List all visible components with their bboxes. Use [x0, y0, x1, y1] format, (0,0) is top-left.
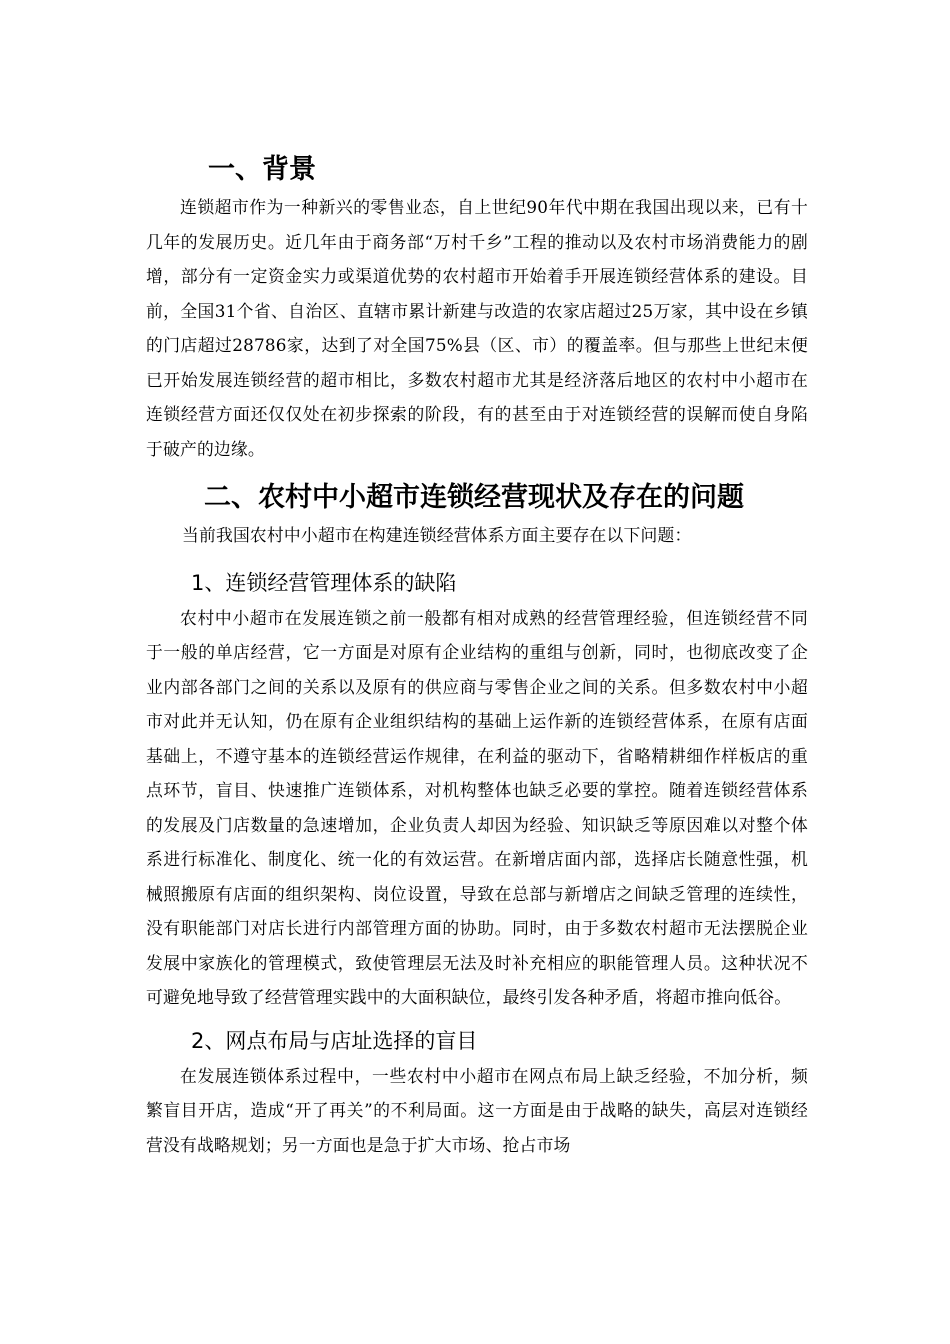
site-selection-paragraph: 在发展连锁体系过程中，一些农村中小超市在网点布局上缺乏经验，不加分析，频繁盲目开店，造成“开了再关”的不利局面。这一方面是由于战略的缺失，高层对连锁经营没有战略规划；另一方面也是急于扩大市场、抢占市场: [146, 1065, 808, 1155]
document-body: [146, 150, 808, 1162]
background-paragraph: 连锁超市作为一种新兴的零售业态，自上世纪90年代中期在我国出现以来，已有十几年的发展历史。近几年由于商务部“万村千乡”工程的推动以及农村市场消费能力的剧增，部分有一定资金实力或渠道优势的农村超市开始着手开展连锁经营体系的建设。目前，全国31个省、自治区、直辖市累计新建与改造的农家店超过25万家，其中设在乡镇的门店超过28786家，达到了对全国75%县（区、市）的覆盖率。但与那些上世纪末便已开始发展连锁经营的超市相比，多数农村超市尤其是经济落后地区的农村中小超市在连锁经营方面还仅仅处在初步探索的阶段，有的甚至由于对连锁经营的误解而使自身陷于破产的边缘。: [146, 197, 808, 459]
management-defects-paragraph: 农村中小超市在发展连锁之前一般都有相对成熟的经营管理经验，但连锁经营不同于一般的单店经营，它一方面是对原有企业结构的重组与创新，同时，也彻底改变了企业内部各部门之间的关系以及原有的供应商与零售企业之间的关系。但多数农村中小超市对此并无认知，仍在原有企业组织结构的基础上运作新的连锁经营体系，在原有店面基础上，不遵守基本的连锁经营运作规律，在利益的驱动下，省略精耕细作样板店的重点环节，盲目、快速推广连锁体系，对机构整体也缺乏必要的掌控。随着连锁经营体系的发展及门店数量的急速增加，企业负责人却因为经验、知识缺乏等原因难以对整个体系进行标准化、制度化、统一化的有效运营。在新增店面内部，选择店长随意性强，机械照搬原有店面的组织架构、岗位设置，导致在总部与新增店之间缺乏管理的连续性，没有职能部门对店长进行内部管理方面的协助。同时，由于多数农村超市无法摆脱企业发展中家族化的管理模式，致使管理层无法及时补充相应的职能管理人员。这种状况不可避免地导致了经营管理实践中的大面积缺位，最终引发各种矛盾，将超市推向低谷。: [146, 607, 808, 1007]
problems-intro: 当前我国农村中小超市在构建连锁经营体系方面主要存在以下问题：: [182, 525, 692, 545]
section-heading-background: 一、背景: [208, 154, 316, 185]
subheading-management-defects: 1、连锁经营管理体系的缺陷: [191, 570, 457, 595]
section-heading-problems: 二、农村中小超市连锁经营现状及存在的问题: [204, 482, 744, 513]
subheading-site-selection: 2、网点布局与店址选择的盲目: [191, 1028, 478, 1053]
